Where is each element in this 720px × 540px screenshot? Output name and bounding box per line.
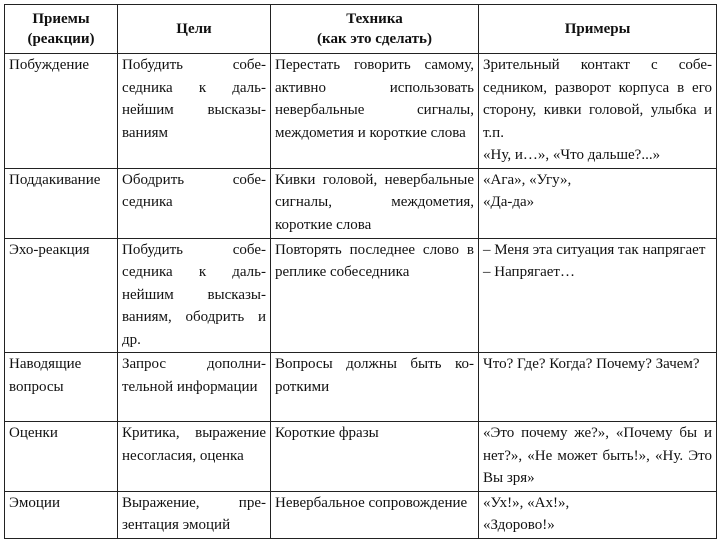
technique-name: Эхо-реакция (5, 238, 118, 353)
example-line: «Это почему же?», «Почему бы и нет?», «Не может быть!», «Ну. Это Вы зря» (483, 425, 712, 486)
table-row (5, 353, 717, 422)
technique-examples (479, 54, 717, 169)
header-method-line2: (как это сделать) (317, 31, 432, 47)
technique-method: Вопросы должны быть короткими (271, 353, 479, 422)
table-row (5, 422, 717, 492)
header-techniques-line1: Приемы (32, 11, 90, 27)
header-goals-text: Цели (176, 21, 212, 37)
technique-name: Поддакивание (5, 168, 118, 238)
header-examples (479, 5, 717, 54)
technique-examples (479, 238, 717, 353)
example-line: «Ну, и…», «Что дальше?...» (483, 147, 661, 163)
technique-method: Кивки головой, невербальные сигналы, междометия, короткие слова (271, 168, 479, 238)
technique-goal: Запрос дополнительной информации (118, 353, 271, 422)
technique-examples (479, 491, 717, 538)
header-techniques-line2: (реакции) (27, 31, 95, 47)
technique-method: Короткие фразы (271, 422, 479, 492)
example-line: «Здорово!» (483, 517, 555, 533)
example-line: «Ух!», «Ах!», (483, 494, 570, 511)
technique-name: Наводящие вопросы (5, 353, 118, 422)
technique-goal: Критика, выражение несогласия, оценка (118, 422, 271, 492)
technique-goal: Побудить собеседника к дальнейшим высказываниям (118, 54, 271, 169)
example-line: «Да-да» (483, 194, 535, 210)
example-line: Что? Где? Когда? Почему? Зачем? (483, 356, 700, 372)
example-line: – Напрягает… (483, 264, 575, 280)
technique-name: Оценки (5, 422, 118, 492)
header-techniques (5, 5, 118, 54)
technique-examples (479, 422, 717, 492)
technique-name: Эмоции (5, 491, 118, 538)
table-row (5, 168, 717, 238)
listening-techniques-table (4, 4, 717, 539)
header-method (271, 5, 479, 54)
table-row (5, 54, 717, 169)
table-row (5, 491, 717, 538)
example-line: Зрительный контакт с собеседником, разворот корпуса в его сторону, кивки головой, улыбка и т.п. (483, 57, 712, 141)
table-row (5, 238, 717, 353)
technique-goal: Ободрить собеседника (118, 168, 271, 238)
technique-examples (479, 168, 717, 238)
technique-goal: Побудить собеседника к дальнейшим высказываниям, ободрить и др. (118, 238, 271, 353)
example-line: «Ага», «Угу», (483, 171, 572, 188)
technique-goal: Выражение, презентация эмоций (118, 491, 271, 538)
header-method-line1: Техника (346, 11, 403, 27)
table-header-row (5, 5, 717, 54)
header-examples-text: Примеры (564, 21, 631, 37)
technique-method: Повторять последнее слово в реплике собеседника (271, 238, 479, 353)
technique-method: Невербальное сопровождение (271, 491, 479, 538)
technique-name: Побуждение (5, 54, 118, 169)
technique-method: Перестать говорить самому, активно использовать невербальные сигналы, междометия и короткие слова (271, 54, 479, 169)
example-line: – Меня эта ситуация так напрягает (483, 241, 706, 258)
technique-examples (479, 353, 717, 422)
header-goals (118, 5, 271, 54)
